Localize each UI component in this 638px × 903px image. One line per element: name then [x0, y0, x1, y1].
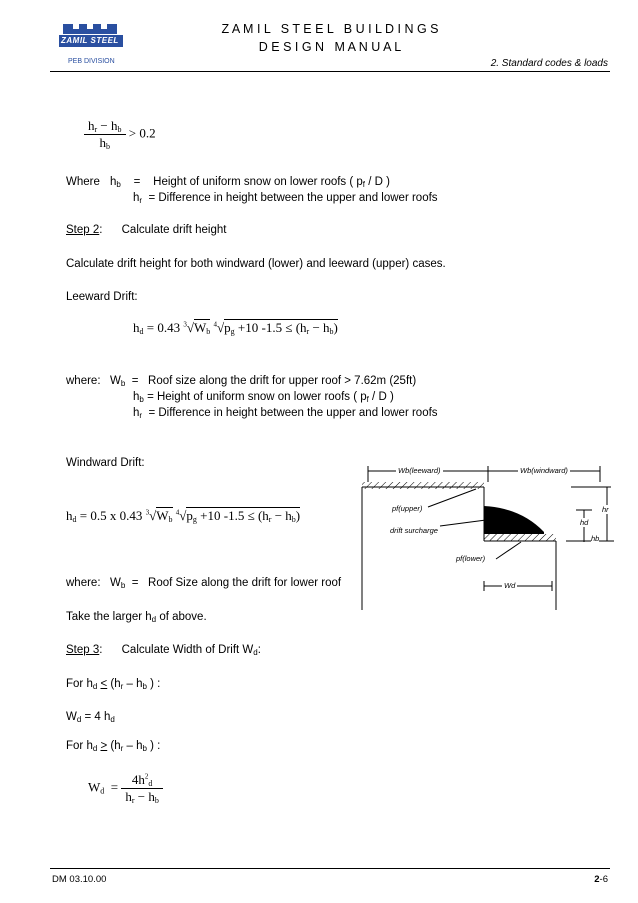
- manual-title: [180, 22, 480, 54]
- label-pf-lower: pf(lower): [456, 554, 486, 563]
- label-drift-surcharge: drift surcharge: [390, 526, 438, 535]
- label-hr: hr: [602, 505, 609, 514]
- drift-diagram: [356, 462, 616, 610]
- where2-hr-line: $h_r$ = Difference in height between the upper and lower roofs: [133, 407, 438, 420]
- wd-equation-1: $W_d = 4$ $h_d$: [66, 711, 115, 724]
- section-label: 2. Standard codes & loads: [490, 58, 608, 69]
- footer-doc-id: DM 03.10.00: [52, 874, 107, 885]
- footer-rule: [50, 868, 610, 869]
- zamil-logo: [55, 22, 127, 50]
- where-label-2: where:: [66, 375, 101, 387]
- where2-wb-line: $W_b$ = Roof size along the drift for upper roof > 7.62m (25ft): [110, 375, 417, 388]
- step3-heading: Step 3: Calculate Width of Drift $W_d$:: [66, 644, 261, 657]
- label-pf-upper: pf(upper): [392, 504, 423, 513]
- where-hb-line: $h_b$ = Height of uniform snow on lower roofs ( $p_f$ / D ): [110, 176, 390, 189]
- division-label: PEB DIVISION: [68, 58, 115, 65]
- leeward-label: Leeward Drift:: [66, 291, 138, 303]
- windward-equation: $h_d = 0.5$ x 0.43 $^3√W_b$ $^4√p_g +10$ $-1.5 \le (h_r - h_b)$: [66, 508, 301, 524]
- wd-equation-2: $W_d$ = $\frac{4h^2_d}{h_r - h_b}$: [88, 772, 163, 805]
- condition-2: For $h_d > (h_r - h_b$ ) :: [66, 740, 161, 753]
- label-wb-leeward: Wb(leeward): [398, 466, 441, 475]
- where2-hb-line: $h_b$ = Height of uniform snow on lower roofs ( $p_f$ / D ): [133, 391, 394, 404]
- where-hr-line: $h_r$ = Difference in height between the upper and lower roofs: [133, 192, 438, 205]
- label-wd: Wd: [504, 581, 516, 590]
- manual-title-line1: Z A M I L S T E E L B U I L D I N G S: [221, 22, 439, 36]
- where3-wb-line: $W_b$ = Roof Size along the drift for lower roof: [110, 577, 342, 590]
- label-hb: hb: [591, 534, 600, 543]
- where-label-1: Where: [66, 176, 100, 188]
- step2-heading: Step 2: Calculate drift height: [66, 224, 227, 236]
- where-label-3: where:: [66, 577, 101, 589]
- leeward-equation: $h_d = 0.43$ $^3√W_b$ $^4√p_g +10$ $-1.5 \le (h_r - h_b)$: [133, 320, 338, 336]
- header-rule: [50, 71, 610, 72]
- windward-label: Windward Drift:: [66, 457, 145, 469]
- larger-text: Take the larger $h_d$ of above.: [66, 611, 207, 624]
- equation-ratio: $\frac{h_r - h_b}{h_b}$ > 0.2: [84, 118, 156, 151]
- condition-1: For $h_d < (h_r - h_b$ ) :: [66, 678, 161, 691]
- calc-drift-text: Calculate drift height for both windward (lower) and leeward (upper) cases.: [66, 258, 446, 270]
- label-wb-windward: Wb(windward): [520, 466, 568, 475]
- logo-text: ZAMIL STEEL: [61, 36, 119, 45]
- manual-title-line2: D E S I G N M A N U A L: [258, 40, 402, 54]
- label-hd: hd: [580, 518, 589, 527]
- footer-page-number: 2-6: [594, 874, 608, 885]
- equation-ratio-rhs: > 0.2: [128, 125, 156, 141]
